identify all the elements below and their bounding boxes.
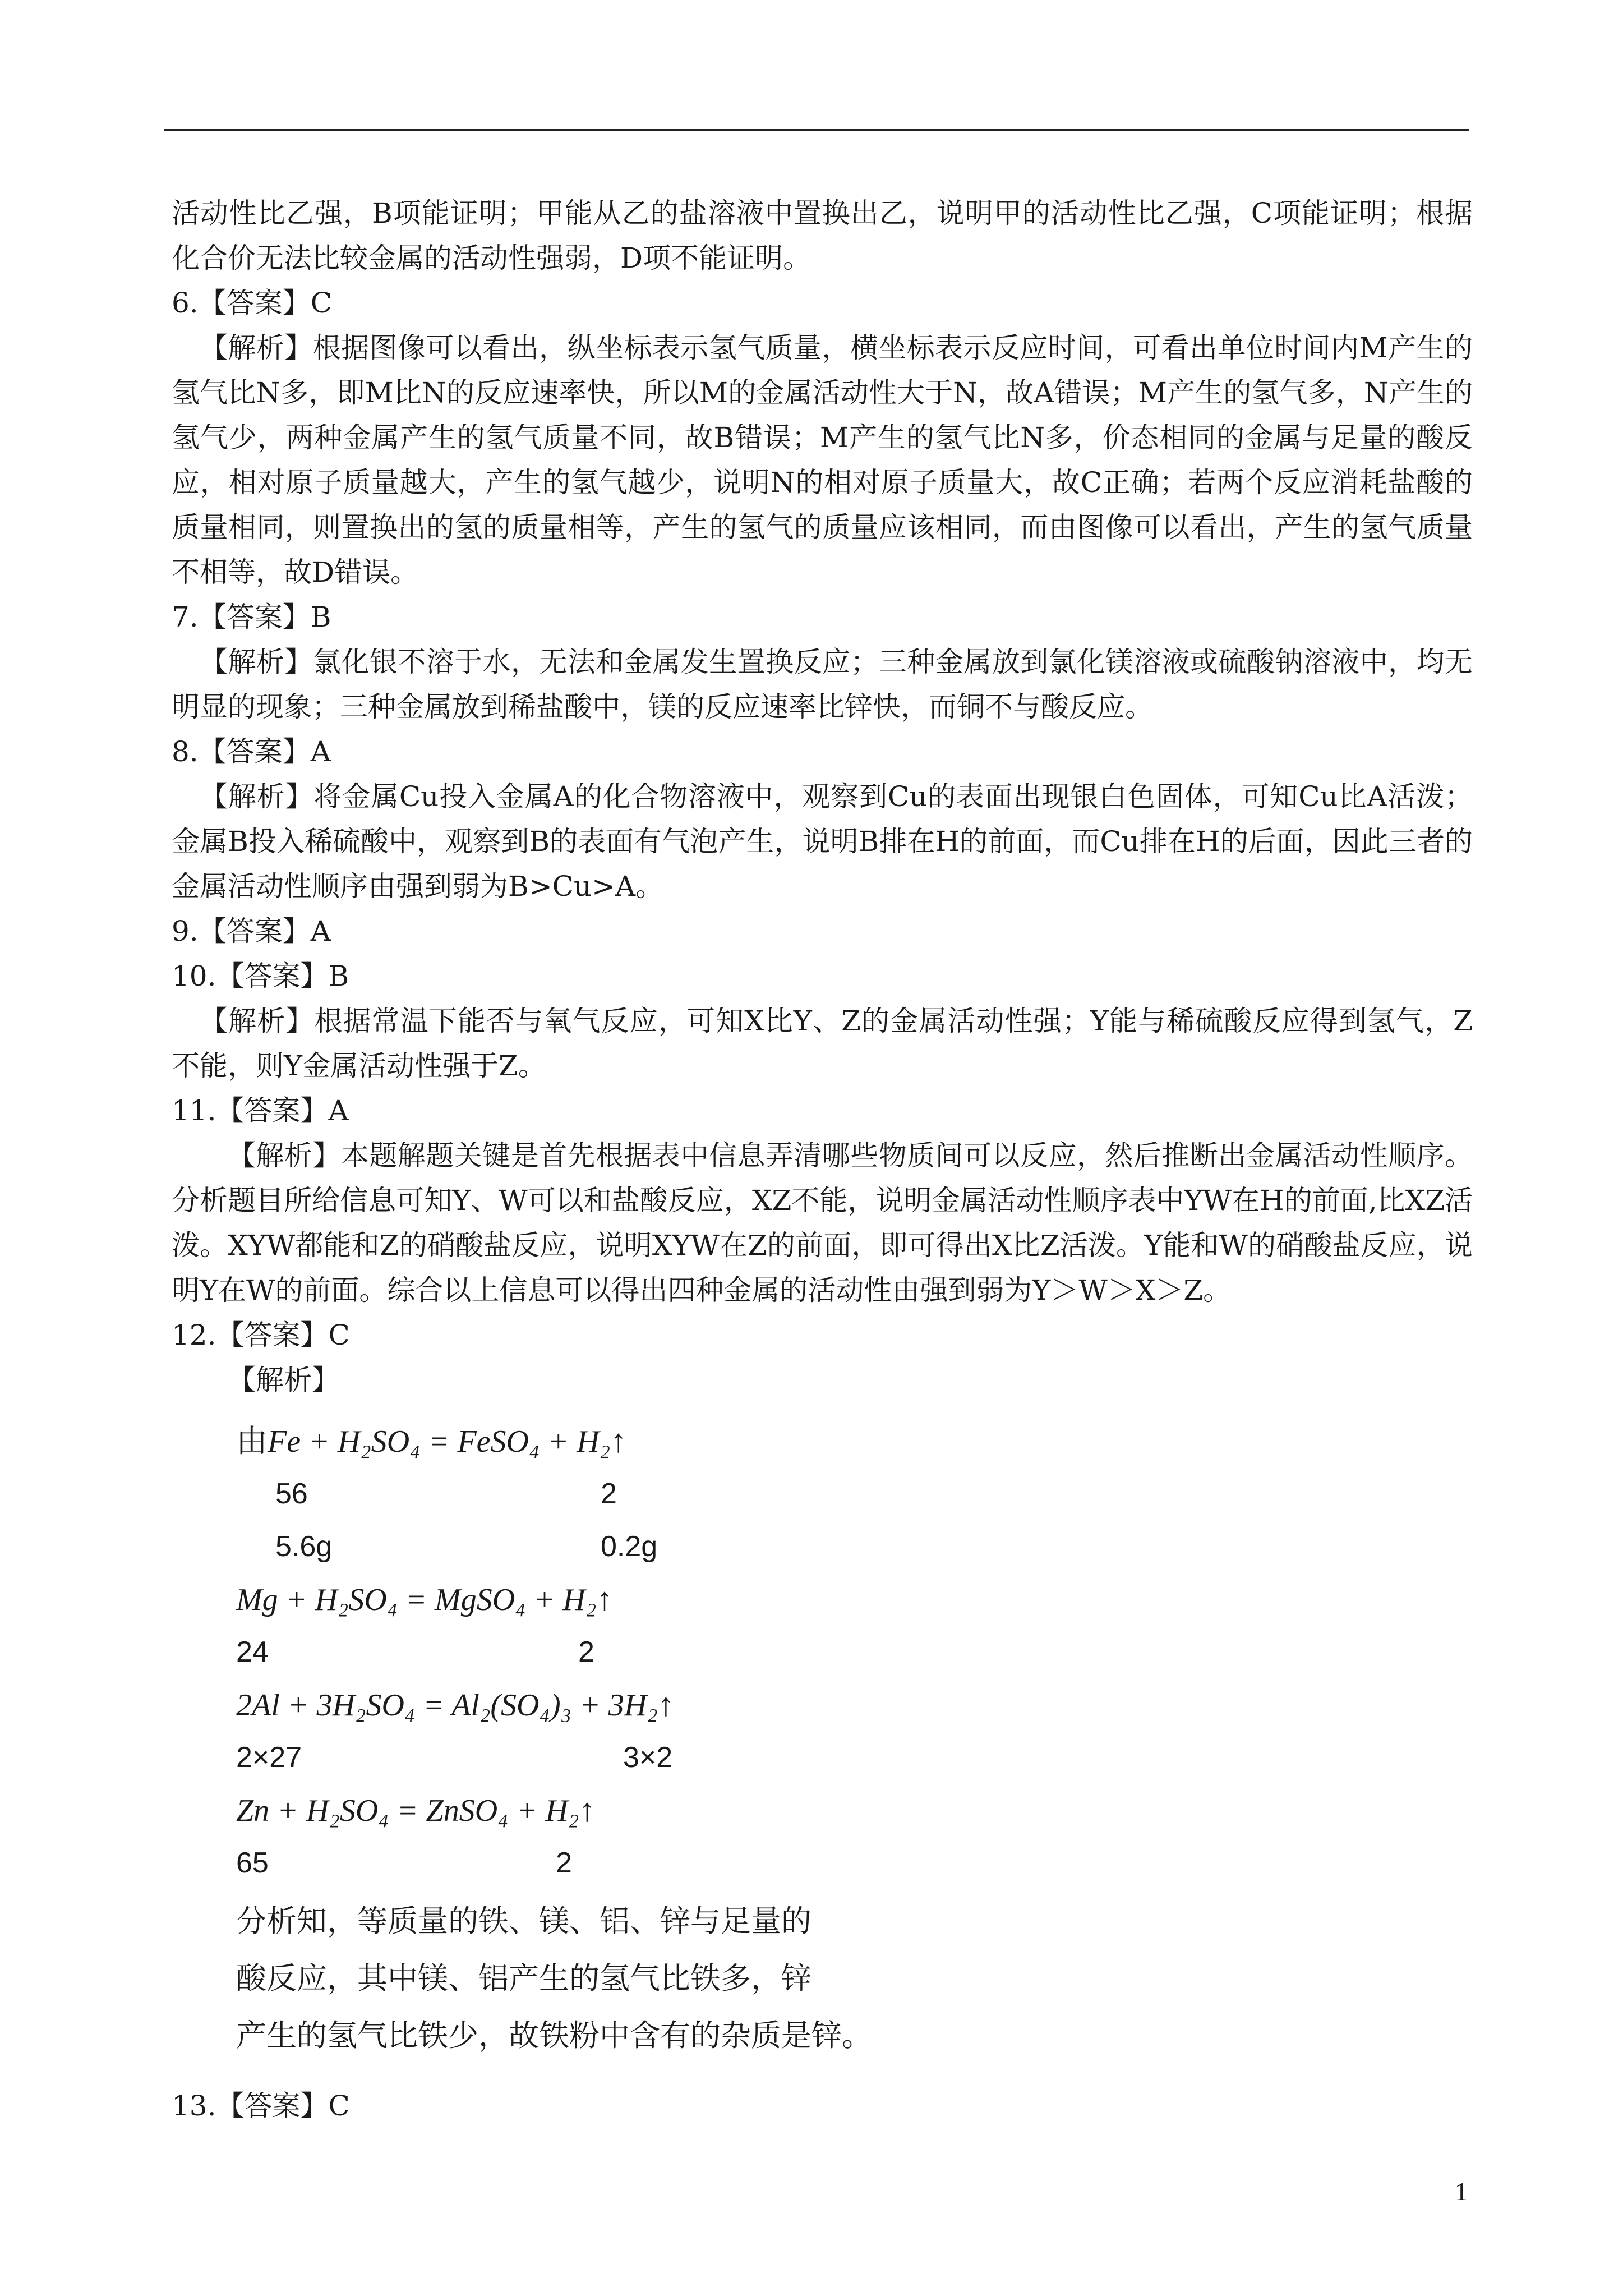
hydrogen-relative-mass: 3×2	[623, 1741, 673, 1774]
conclusion-line-1: 分析知，等质量的铁、镁、铝、锌与足量的	[236, 1904, 811, 1938]
q9-answer: 9.【答案】A	[172, 915, 331, 947]
equation-magnesium-masses	[236, 1626, 1473, 1678]
hydrogen-relative-mass: 2	[556, 1847, 572, 1879]
equation-magnesium	[236, 1573, 1473, 1626]
q10-analysis: 【解析】根据常温下能否与氧气反应，可知X比Y、Z的金属活动性强；Y能与稀硫酸反应得到氢气，Z不能，则Y金属活动性强于Z。	[172, 1005, 1473, 1082]
equation-text: 2Al + 3H₂SO₄ = Al₂(SO₄)₃ + 3H₂	[236, 1688, 658, 1723]
equation-zinc	[236, 1784, 1473, 1837]
page-number: 1	[1455, 2177, 1468, 2206]
q8-analysis: 【解析】将金属Cu投入金属A的化合物溶液中，观察到Cu的表面出现银白色固体，可知Cu比A活泼；金属B投入稀硫酸中，观察到B的表面有气泡产生，说明B排在H的前面，而Cu排在H的后面，因此三者的金属活动性顺序由强到弱为B>Cu>A。	[172, 780, 1473, 903]
equation-aluminium	[236, 1678, 1473, 1731]
equation-prefix: 由	[236, 1424, 268, 1459]
iron-relative-mass: 56	[275, 1478, 308, 1510]
equation-zinc-masses	[236, 1837, 1473, 1889]
equation-text: Fe + H₂SO₄ = FeSO₄ + H₂	[268, 1424, 611, 1459]
hydrogen-relative-mass: 2	[578, 1636, 594, 1668]
gas-arrow: ↑	[579, 1792, 596, 1828]
conclusion-line-3: 产生的氢气比铁少，故铁粉中含有的杂质是锌。	[236, 2019, 872, 2053]
answer-explanations	[172, 191, 1473, 2128]
q6-answer: 6.【答案】C	[172, 287, 332, 319]
q12-analysis-label: 【解析】	[228, 1364, 340, 1396]
gas-arrow: ↑	[596, 1581, 613, 1617]
equation-text: Zn + H₂SO₄ = ZnSO₄ + H₂	[236, 1793, 579, 1828]
q7-analysis: 【解析】氯化银不溶于水，无法和金属发生置换反应；三种金属放到氯化镁溶液或硫酸钠溶液中，均无明显的现象；三种金属放到稀盐酸中，镁的反应速率比锌快，而铜不与酸反应。	[172, 646, 1473, 723]
q7-answer: 7.【答案】B	[172, 601, 331, 633]
q10-answer: 10.【答案】B	[172, 960, 349, 992]
aluminium-relative-mass: 2×27	[236, 1741, 302, 1774]
hydrogen-mass: 0.2g	[601, 1530, 658, 1563]
paragraph-continued: 活动性比乙强，B项能证明；甲能从乙的盐溶液中置换出乙，说明甲的活动性比乙强，C项能证明；根据化合价无法比较金属的活动性强弱，D项不能证明。	[172, 197, 1473, 274]
q11-analysis: 【解析】本题解题关键是首先根据表中信息弄清哪些物质间可以反应，然后推断出金属活动性顺序。分析题目所给信息可知Y、W可以和盐酸反应，XZ不能，说明金属活动性顺序表中YW在H的前面,比XZ活泼。XYW都能和Z的硝酸盐反应，说明XYW在Z的前面，即可得出X比Z活泼。Y能和W的硝酸盐反应，说明Y在W的前面。综合以上信息可以得出四种金属的活动性由强到弱为Y＞W＞X＞Z。	[172, 1139, 1473, 1306]
reaction-calculation	[236, 1415, 1473, 2061]
q11-answer: 11.【答案】A	[172, 1094, 349, 1127]
header-rule	[164, 129, 1469, 131]
iron-mass: 5.6g	[275, 1530, 333, 1563]
conclusion-line-2: 酸反应，其中镁、铝产生的氢气比铁多，锌	[236, 1962, 811, 1995]
zinc-relative-mass: 65	[236, 1847, 269, 1879]
magnesium-relative-mass: 24	[236, 1636, 269, 1668]
equation-text: Mg + H₂SO₄ = MgSO₄ + H₂	[236, 1582, 597, 1617]
hydrogen-relative-mass: 2	[601, 1478, 617, 1510]
q13-answer: 13.【答案】C	[172, 2090, 350, 2122]
equation-iron-masses	[236, 1467, 1473, 1520]
equation-aluminium-masses	[236, 1731, 1473, 1784]
equation-iron	[236, 1415, 1473, 1467]
gas-arrow: ↑	[657, 1686, 674, 1723]
q6-analysis: 【解析】根据图像可以看出，纵坐标表示氢气质量，横坐标表示反应时间，可看出单位时间内M产生的氢气比N多，即M比N的反应速率快，所以M的金属活动性大于N，故A错误；M产生的氢气多，N产生的氢气少，两种金属产生的氢气质量不同，故B错误；M产生的氢气比N多，价态相同的金属与足量的酸反应，相对原子质量越大，产生的氢气越少，说明N的相对原子质量大，故C正确；若两个反应消耗盐酸的质量相同，则置换出的氢的质量相等，产生的氢气的质量应该相同，而由图像可以看出，产生的氢气质量不相等，故D错误。	[172, 332, 1473, 588]
q8-answer: 8.【答案】A	[172, 735, 331, 768]
equation-iron-actual-masses	[236, 1520, 1473, 1573]
gas-arrow: ↑	[610, 1423, 627, 1459]
q12-answer: 12.【答案】C	[172, 1319, 350, 1351]
